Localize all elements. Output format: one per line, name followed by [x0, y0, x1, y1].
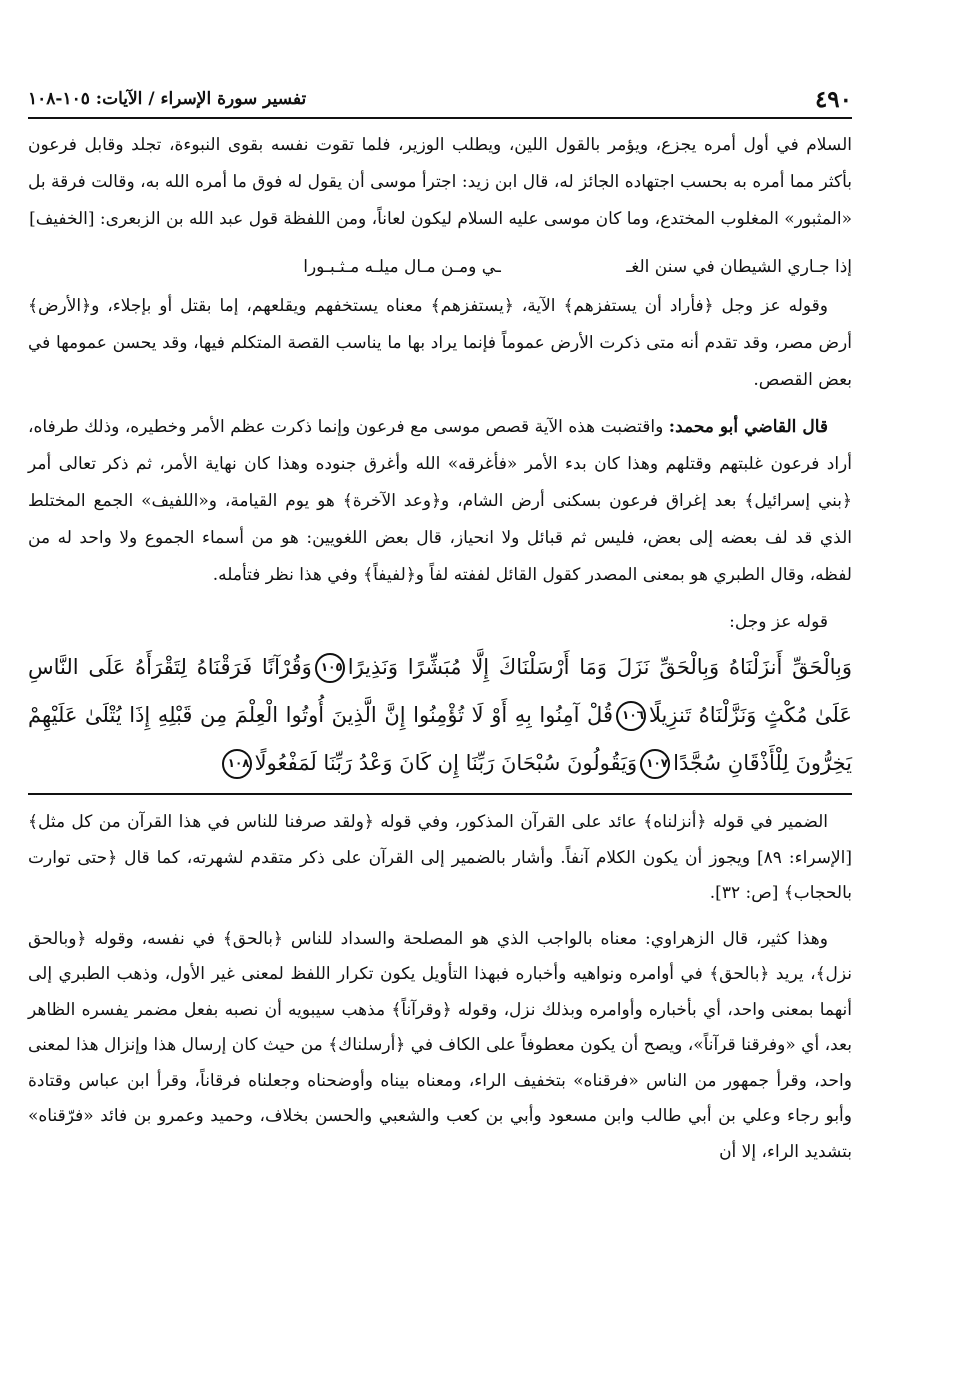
header-divider	[28, 117, 852, 119]
ayah-107-text: قُلْ آمِنُوا بِهِ أَوْ لَا تُؤْمِنُوا إِنَّ الَّذِينَ أُوتُوا الْعِلْمَ مِن قَبْلِهِ إِذَا يُتْلَىٰ عَلَيْهِمْ يَخِرُّونَ لِلْأَذْقَانِ سُجَّدًا	[28, 703, 852, 775]
running-title: تفسير سورة الإسراء / الآيات: ١٠٥-١٠٨	[28, 89, 307, 109]
ayah-number-106: ١٠٦	[616, 701, 646, 731]
ayah-number-105: ١٠٥	[315, 653, 345, 683]
paragraph-6: وهذا كثير، قال الزهراوي: معناه بالواجب الذي هو المصلحة والسداد للناس ﴿بالحق﴾ في نفسه، وقوله ﴿وبالحق نزل﴾، يريد ﴿بالحق﴾ في أوامره ونواهيه وأخباره فبهذا التأويل يكون تكرار اللفظ لمعنى غير الأول، وذهب الطبري إلى أنهما بمعنى واحد، أي بأخباره وأوامره وبذلك نزل، وقوله ﴿وقرآناً﴾ مذهب سيبويه أن نصبه بفعل مضمر يفسره الظاهر بعد، أي «وفرقنا قرآناً»، ويصح أن يكون معطوفاً على الكاف في ﴿أرسلناك﴾ من حيث كان إرسال هذا وإنزال هذا لمعنى واحد، وقرأ جمهور من الناس «فرقناه» بتخفيف الراء، ومعناه بيناه وأوضحناه وجعلناه فرقاناً، وقرأ ابن عباس وقتادة وأبو رجاء وعلي بن أبي طالب وابن مسعود وأبي بن كعب والشعبي والحسن بخلاف، وحميد وعمرو بن فائد «فرّقناه» بتشديد الراء، إلا أن	[28, 928, 852, 1162]
spacer	[28, 399, 852, 409]
ayah-number-108: ١٠٨	[222, 749, 252, 779]
paragraph-1: السلام في أول أمره يجزع، ويؤمر بالقول اللين، ويطلب الوزير، فلما تقوت نفسه بقوى النبوءة، تجلد وقابل فرعون بأكثر مما أمره به بحسب اجتهاده الجائز له، قال ابن زيد: اجترأ موسى أن يقول له فوق ما أمره الله به، وقالت فرقة بل «المثبور» المغلوب المختدع، وما كان موسى عليه السلام ليكون لعاناً، ومن اللفظة قول عبد الله بن الزبعرى: [الخفيف]	[28, 135, 852, 229]
paragraph-3-text: واقتضبت هذه الآية قصص موسى مع فرعون وإنما ذكرت عظم الأمر وخطيره، وذلك طرفاه، أراد فرعون غلبتهم وقتلهم وهذا كان بدء الأمر «فأغرقه» الله وأغرق جنوده وهذا كان نهاية الأمر، ثم ذكر تعالى أمر ﴿بني إسرائيل﴾ بعد إغراق فرعون بسكنى أرض الشام، و﴿وعد الآخرة﴾ هو يوم القيامة، و«اللفيف» الجمع المختلط الذي قد لف بعضه إلى بعض، فليس ثم قبائل ولا انحياز، قال بعض اللغويين: هو من أسماء الجموع ولا واحد له من لفظه، وقال الطبري هو بمعنى المصدر كقول القائل لففته لفاً و﴿لفيفاً﴾ وفي هذا نظر فتأمله.	[28, 417, 852, 585]
quran-divider	[28, 793, 852, 795]
page-number: ٤٩٠	[814, 85, 852, 113]
ayah-105-text: وَبِالْحَقِّ أَنزَلْنَاهُ وَبِالْحَقِّ نَزَلَ وَمَا أَرْسَلْنَاكَ إِلَّا مُبَشِّرًا وَنَذِيرًا	[347, 655, 852, 679]
ayah-106-text: وَقُرْآنًا فَرَقْنَاهُ لِتَقْرَأَهُ عَلَى النَّاسِ عَلَىٰ مُكْثٍ وَنَزَّلْنَاهُ تَنزِيلًا	[28, 655, 853, 727]
ayah-number-107: ١٠٧	[640, 749, 670, 779]
paragraph-3	[28, 409, 852, 594]
verse-first-hemistich: إذا جـاري الشيطان في سنن الغـ	[626, 257, 852, 277]
page-header	[28, 82, 852, 116]
page-body	[28, 127, 852, 1170]
paragraph-5: الضمير في قوله ﴿أنزلناه﴾ عائد على القرآن المذكور، وفي قوله ﴿ولقد صرفنا للناس في هذا القرآن من كل مثل﴾ [الإسراء: ٨٩] ويجوز أن يكون الكلام آنفاً. وأشار بالضمير إلى القرآن على ذكر متقدم لشهرته، كما قال ﴿حتى توارت بالحجاب﴾ [ص: ٣٢].	[28, 812, 852, 903]
verse-second-hemistich: ـي ومـن مـال ميلـه مـثـبـورا	[303, 257, 501, 277]
paragraph-4: قوله عز وجل:	[729, 612, 828, 632]
spacer	[28, 594, 852, 604]
poetry-verse	[28, 246, 852, 288]
paragraph-2: وقوله عز وجل ﴿فأراد أن يستفزهم﴾ الآية، ﴿يستفزهم﴾ معناه يستخفهم ويقلعهم، إما بقتل أو بإجلاء، و﴿الأرض﴾ أرض مصر، وقد تقدم أنه متى ذكرت الأرض عموماً فإنما يراد بها ما يناسب القصة المتكلم فيها، وقد يحسن عمومها في بعض القصص.	[28, 296, 852, 390]
quran-verses	[28, 643, 852, 787]
author-lead: قال القاضي أبو محمد:	[668, 417, 829, 437]
ayah-108-text: وَيَقُولُونَ سُبْحَانَ رَبِّنَا إِن كَانَ وَعْدُ رَبِّنَا لَمَفْعُولًا	[254, 751, 638, 775]
spacer	[28, 912, 852, 922]
